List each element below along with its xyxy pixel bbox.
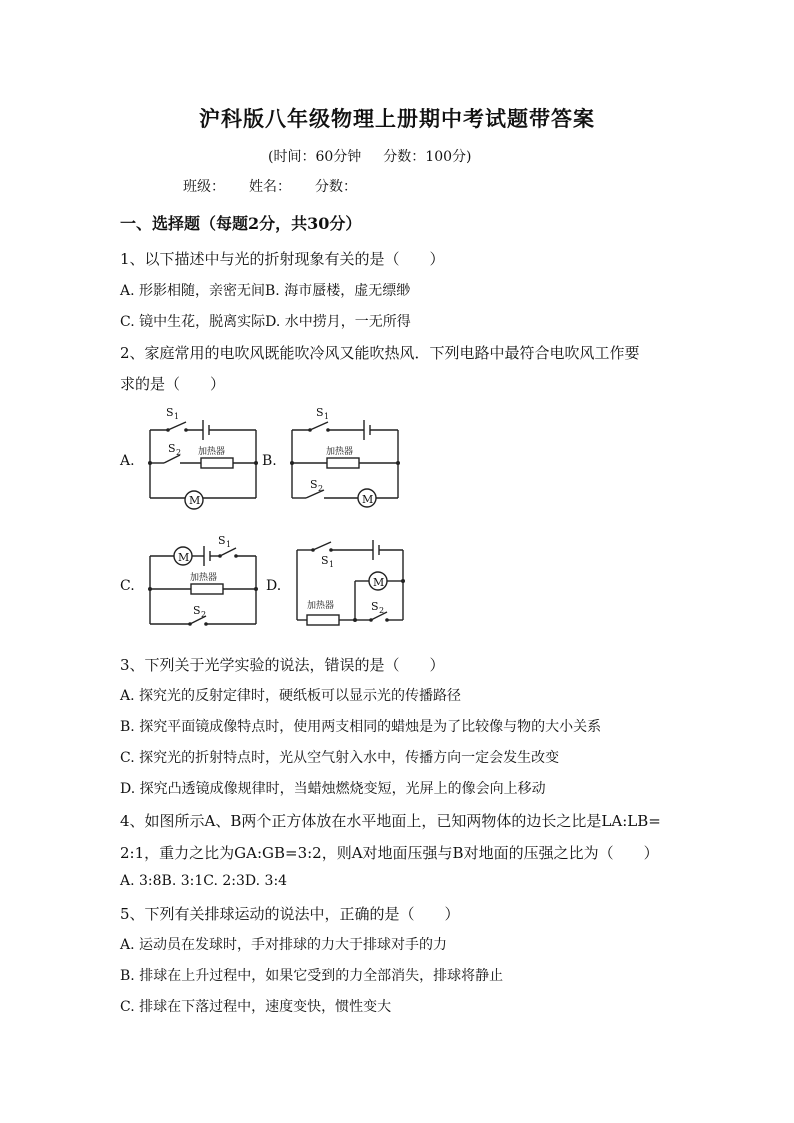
name-field: 姓名： (249, 179, 291, 195)
circuit-c-s1-label: S (218, 534, 226, 547)
circuit-d-s1-label: S (321, 554, 329, 567)
circuit-d-motor-label: M (373, 576, 385, 589)
q1-options-cd: C. 镜中生花，脱离实际D. 水中捞月，一无所得 (120, 314, 411, 330)
circuit-b-heater-label: 加热器 (326, 447, 354, 457)
svg-text:1: 1 (226, 540, 232, 549)
circuit-c-s2-label: S (193, 604, 201, 617)
exam-time: (时间：60分钟 (268, 149, 362, 165)
q5-stem: 5、下列有关排球运动的说法中，正确的是（ ） (120, 905, 460, 923)
score-field: 分数： (315, 179, 357, 195)
circuit-a-diagram (138, 400, 268, 520)
q2-stem-line2: 求的是（ ） (120, 375, 226, 393)
q3-option-a: A. 探究光的反射定律时，硬纸板可以显示光的传播路径 (120, 688, 462, 704)
circuit-b-diagram (280, 400, 410, 520)
svg-text:1: 1 (324, 412, 330, 421)
circuit-c-heater-label: 加热器 (190, 573, 218, 583)
q4-options: A. 3:8B. 3:1C. 2:3D. 3:4 (120, 873, 288, 889)
q3-option-c: C. 探究光的折射特点时，光从空气射入水中，传播方向一定会发生改变 (120, 750, 560, 766)
q2-stem-line1: 2、家庭常用的电吹风既能吹冷风又能吹热风．下列电路中最符合电吹风工作要 (120, 344, 640, 362)
exam-score: 分数：100分) (383, 149, 472, 165)
circuit-a-heater-label: 加热器 (198, 447, 226, 457)
q1-stem: 1、以下描述中与光的折射现象有关的是（ ） (120, 250, 445, 268)
circuit-d-label: D. (266, 578, 282, 594)
svg-text:2: 2 (379, 606, 385, 615)
q5-option-b: B. 排球在上升过程中，如果它受到的力全部消失，排球将静止 (120, 968, 504, 984)
circuit-d-s2-label: S (371, 600, 379, 613)
q5-option-c: C. 排球在下落过程中，速度变快，惯性变大 (120, 999, 392, 1015)
q4-stem-line1: 4、如图所示A、B两个正方体放在水平地面上，已知两物体的边长之比是LA:LB= (120, 812, 661, 830)
circuit-a-s2-label: S (168, 442, 176, 455)
q3-option-b: B. 探究平面镜成像特点时，使用两支相同的蜡烛是为了比较像与物的大小关系 (120, 719, 602, 735)
circuit-d-heater-label: 加热器 (307, 601, 335, 611)
circuit-b-label: B. (262, 453, 277, 469)
section-heading: 一、选择题（每题2分，共30分） (120, 214, 362, 233)
svg-text:2: 2 (318, 484, 324, 493)
q3-option-d: D. 探究凸透镜成像规律时，当蜡烛燃烧变短，光屏上的像会向上移动 (120, 781, 546, 797)
q5-option-a: A. 运动员在发球时，手对排球的力大于排球对手的力 (120, 937, 448, 953)
circuit-c-motor-label: M (178, 551, 190, 564)
exam-meta (268, 146, 471, 166)
circuit-c-diagram (138, 532, 268, 636)
svg-text:2: 2 (201, 610, 207, 619)
circuit-a-s1-label: S (166, 406, 174, 419)
q4-stem-line2: 2:1，重力之比为GA:GB=3:2，则A对地面压强与B对地面的压强之比为（ ） (120, 844, 659, 862)
student-fields (183, 176, 381, 196)
svg-text:2: 2 (176, 448, 182, 457)
svg-text:1: 1 (329, 560, 335, 569)
circuit-d-diagram (285, 532, 415, 636)
svg-text:1: 1 (174, 412, 180, 421)
class-field: 班级： (183, 179, 225, 195)
q1-options-ab: A. 形影相随，亲密无间B. 海市蜃楼，虚无缥缈 (120, 283, 411, 299)
circuit-b-s1-label: S (316, 406, 324, 419)
circuit-a-label: A. (120, 453, 135, 469)
page-title: 沪科版八年级物理上册期中考试题带答案 (199, 106, 595, 131)
circuit-c-label: C. (120, 578, 135, 594)
circuit-b-motor-label: M (362, 493, 374, 506)
q3-stem: 3、下列关于光学实验的说法，错误的是（ ） (120, 656, 445, 674)
circuit-a-motor-label: M (189, 494, 201, 507)
circuit-b-s2-label: S (310, 478, 318, 491)
